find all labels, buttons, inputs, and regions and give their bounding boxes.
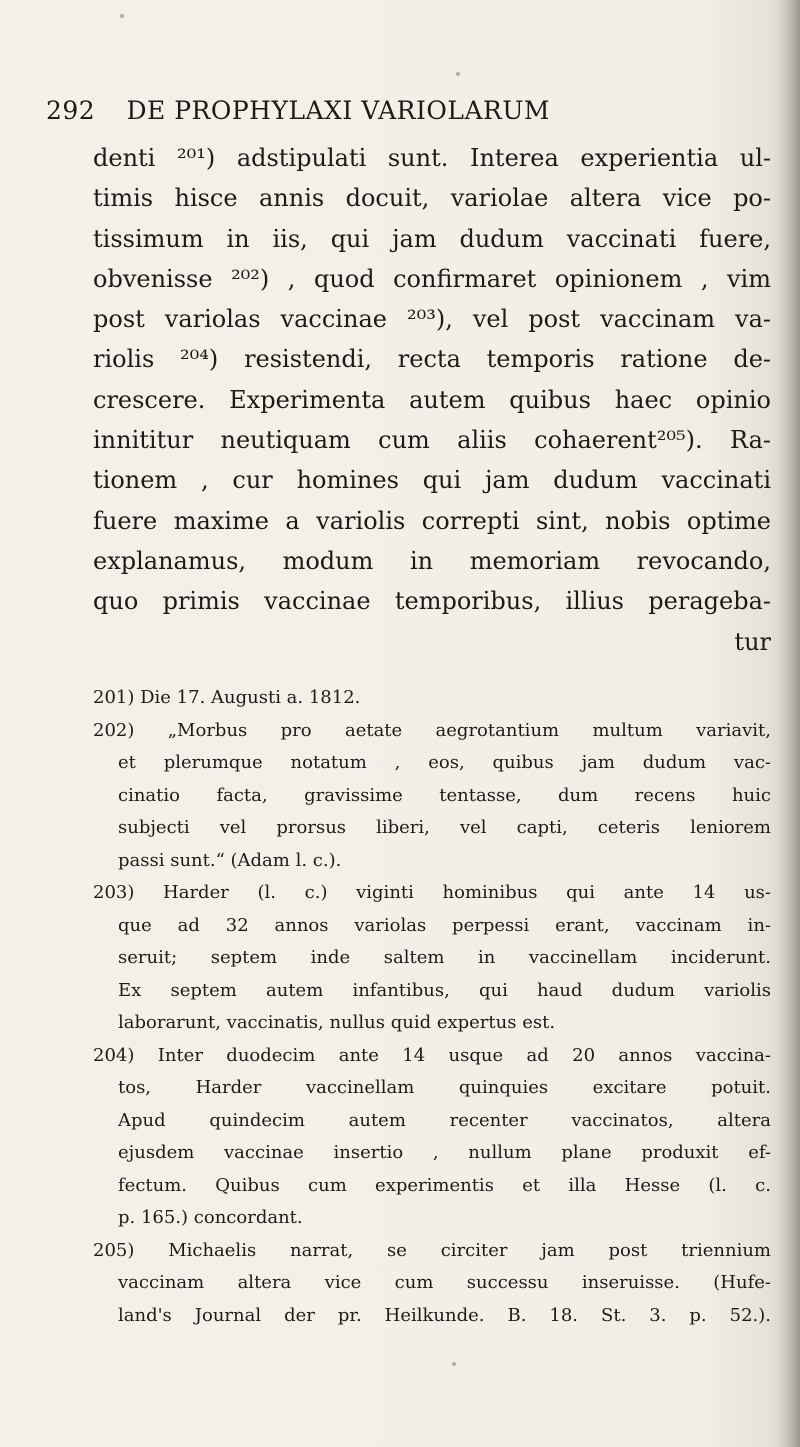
footnote-204: 204) Inter duodecim ante 14 usque ad 20 annos vaccina- xyxy=(93,1044,771,1066)
footnote-201: 201) Die 17. Augusti a. 1812. xyxy=(93,687,361,708)
footnote-line: Ex septem autem infantibus, qui haud dudum variolis xyxy=(118,979,771,1001)
body-line: timis hisce annis docuit, variolae altera vice po- xyxy=(93,184,771,213)
running-title: DE PROPHYLAXI VARIOLARUM xyxy=(126,96,550,125)
footnote-line: land's Journal der pr. Heilkunde. B. 18. St. 3. p. 52.). xyxy=(118,1304,771,1326)
body-line: riolis ²⁰⁴) resistendi, recta temporis ratione de- xyxy=(93,345,771,374)
footnote-line: p. 165.) concordant. xyxy=(118,1207,303,1228)
body-line: innititur neutiquam cum aliis cohaerent²⁰⁵). Ra- xyxy=(93,426,771,455)
page-number: 292 xyxy=(46,96,96,125)
footnote-line: cinatio facta, gravissime tentasse, dum recens huic xyxy=(118,784,771,806)
footnote-line: laborarunt, vaccinatis, nullus quid expertus est. xyxy=(118,1012,556,1033)
body-line: denti ²⁰¹) adstipulati sunt. Interea experientia ul- xyxy=(93,144,771,172)
page-edge-shadow xyxy=(778,0,800,1447)
body-line: quo primis vaccinae temporibus, illius perageba- xyxy=(93,587,771,616)
footnote-line: Apud quindecim autem recenter vaccinatos, altera xyxy=(118,1109,771,1131)
footnote-line: seruit; septem inde saltem in vaccinellam inciderunt. xyxy=(118,947,771,968)
body-line: crescere. Experimenta autem quibus haec opinio xyxy=(93,385,771,414)
body-line-catchword: tur xyxy=(734,627,771,656)
main-text-block xyxy=(93,138,771,662)
page-header xyxy=(46,96,550,125)
body-line: obvenisse ²⁰²) , quod confirmaret opinionem , vim xyxy=(93,264,771,293)
paper-speck xyxy=(452,1362,456,1366)
body-line: fuere maxime a variolis correpti sint, nobis optime xyxy=(93,506,771,535)
footnote-line: passi sunt.“ (Adam l. c.). xyxy=(118,849,342,871)
footnote-line: vaccinam altera vice cum successu inseruisse. (Hufe- xyxy=(118,1272,771,1293)
footnote-line: subjecti vel prorsus liberi, vel capti, ceteris leniorem xyxy=(118,817,771,838)
paper-speck xyxy=(120,14,124,18)
body-line: tionem , cur homines qui jam dudum vaccinati xyxy=(93,466,771,495)
body-line: tissimum in iis, qui jam dudum vaccinati fuere, xyxy=(93,224,771,253)
footnote-line: et plerumque notatum , eos, quibus jam dudum vac- xyxy=(118,752,771,773)
footnotes-block xyxy=(93,682,771,1332)
footnote-205: 205) Michaelis narrat, se circiter jam post triennium xyxy=(93,1239,771,1261)
footnote-line: ejusdem vaccinae insertio , nullum plane produxit ef- xyxy=(118,1142,771,1163)
footnote-203: 203) Harder (l. c.) viginti hominibus qui ante 14 us- xyxy=(93,882,771,903)
footnote-line: fectum. Quibus cum experimentis et illa Hesse (l. c. xyxy=(118,1174,771,1196)
footnote-line: tos, Harder vaccinellam quinquies excitare potuit. xyxy=(118,1077,771,1098)
body-line: post variolas vaccinae ²⁰³), vel post vaccinam va- xyxy=(93,305,771,334)
paper-speck xyxy=(456,72,460,76)
footnote-202: 202) „Morbus pro aetate aegrotantium multum variavit, xyxy=(93,719,771,741)
body-line: explanamus, modum in memoriam revocando, xyxy=(93,546,771,575)
footnote-line: que ad 32 annos variolas perpessi erant, vaccinam in- xyxy=(118,914,771,936)
